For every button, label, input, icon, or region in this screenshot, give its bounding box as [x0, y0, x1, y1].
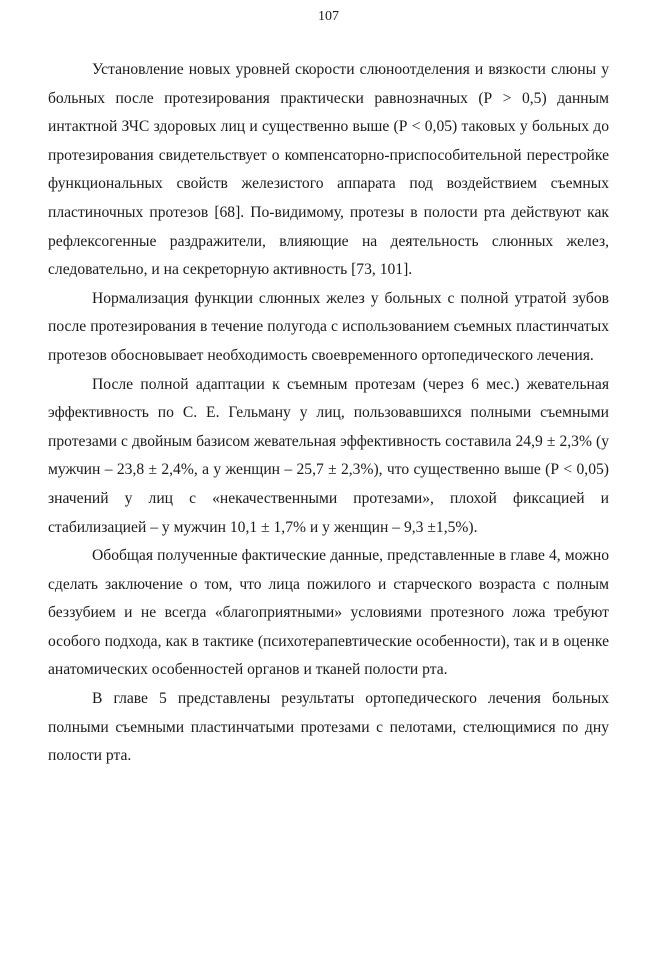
paragraph-chewing-efficiency: После полной адаптации к съемным протезам (через 6 мес.) жевательная эффективность по С. Е. Гельману у лиц, пользовавшихся полными съемными протезами с двойным базисом жевательная эффективность составила 24,9 ± 2,3% (у мужчин – 23,8 ± 2,4%, а у женщин – 25,7 ± 2,3%), что существенно выше (Р < 0,05) значений у лиц с «некачественными протезами», плохой фиксацией и стабилизацией – у мужчин 10,1 ± 1,7% и у женщин – 9,3 ±1,5%).	[48, 375, 609, 536]
paragraph-chapter5-intro: В главе 5 представлены результаты ортопедического лечения больных полными съемными пластинчатыми протезами с пелотами, стелющимися по дну полости рта.	[48, 690, 609, 765]
paragraph-chapter4-conclusion: Обобщая полученные фактические данные, представленные в главе 4, можно сделать заключение о том, что лица пожилого и старческого возраста с полным беззубием и не всегда «благоприятными» условиями протезного ложа требуют особого подхода, как в тактике (психотерапевтические особенности), так и в оценке анатомических особенностей органов и тканей полости рта.	[48, 547, 609, 679]
paragraph-salivary-gland-normalization: Нормализация функции слюнных желез у больных с полной утратой зубов после протезирования в течение полугода с использованием съемных пластинчатых протезов обосновывает необходимость своевременного ортопедического лечения.	[48, 289, 609, 364]
document-body	[48, 56, 609, 771]
paragraph-saliva-viscosity: Установление новых уровней скорости слюноотделения и вязкости слюны у больных после протезирования практически равнозначных (Р > 0,5) данным интактной ЗЧС здоровых лиц и существенно выше (Р < 0,05) таковых у больных до протезирования свидетельствует о компенсаторно-приспособительной перестройке функциональных свойств железистого аппарата под воздействием съемных пластиночных протезов [68]. По-видимому, протезы в полости рта действуют как рефлексогенные раздражители, влияющие на деятельность слюнных желез, следовательно, и на секреторную активность [73, 101].	[48, 61, 609, 279]
page-number: 107	[318, 9, 339, 24]
